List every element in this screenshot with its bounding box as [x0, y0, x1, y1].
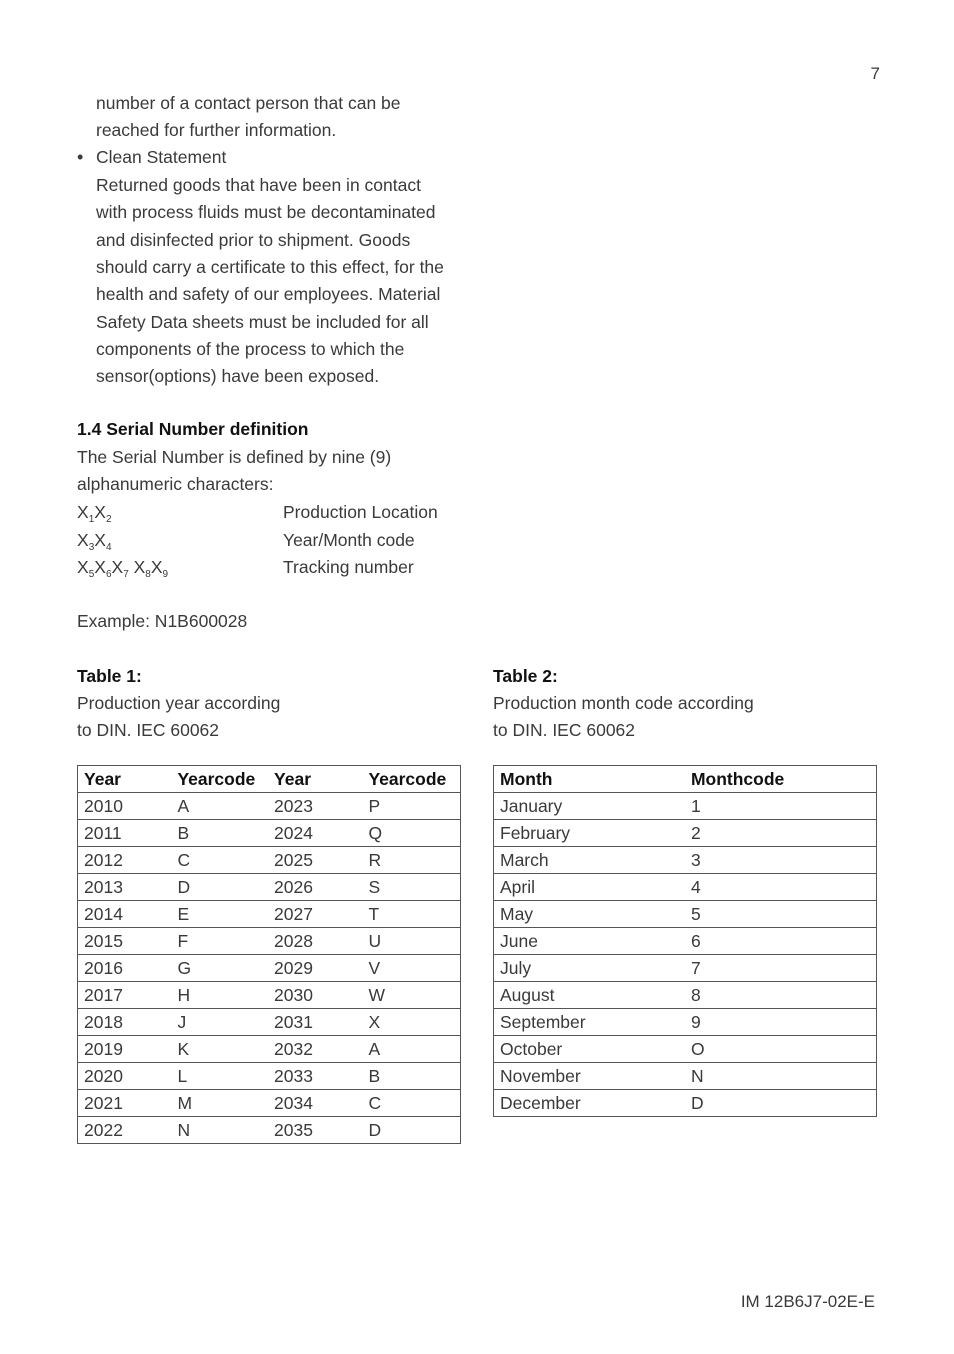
table-row — [494, 901, 877, 928]
table-row — [78, 847, 461, 874]
table-cell: 2011 — [78, 820, 172, 847]
bullet-text-line: Returned goods that have been in contact — [96, 175, 421, 195]
table-cell: November — [494, 1063, 685, 1090]
table-cell: 2019 — [78, 1036, 172, 1063]
serial-char-index: 2 — [105, 514, 112, 525]
serial-part-row — [77, 557, 477, 579]
table2-title: Table 2: — [493, 666, 558, 686]
table-cell: October — [494, 1036, 685, 1063]
table-row — [78, 1036, 461, 1063]
table2-description: to DIN. IEC 60062 — [493, 720, 636, 740]
table-cell: 2033 — [268, 1063, 362, 1090]
table-row — [78, 793, 461, 820]
table-cell: 2017 — [78, 982, 172, 1009]
table-cell: 2015 — [78, 928, 172, 955]
table-cell: 2034 — [268, 1090, 362, 1117]
table-row — [494, 793, 877, 820]
table-row — [494, 955, 877, 982]
page-number: 7 — [870, 64, 880, 83]
table-row — [494, 982, 877, 1009]
table-cell: H — [171, 982, 268, 1009]
table-row — [494, 928, 877, 955]
table-cell: 2021 — [78, 1090, 172, 1117]
table-row — [494, 1009, 877, 1036]
table-row — [78, 901, 461, 928]
table-cell: 2028 — [268, 928, 362, 955]
serial-part-description: Production Location — [283, 502, 438, 522]
table-cell: N — [171, 1117, 268, 1144]
table-cell: 2032 — [268, 1036, 362, 1063]
table-cell: K — [171, 1036, 268, 1063]
table-cell: G — [171, 955, 268, 982]
table-cell: 1 — [685, 793, 877, 820]
table-row — [494, 874, 877, 901]
table-row — [78, 1117, 461, 1144]
table-cell: 2027 — [268, 901, 362, 928]
table-cell: E — [171, 901, 268, 928]
intro-line: number of a contact person that can be — [96, 93, 401, 113]
table2-description: Production month code according — [493, 693, 754, 713]
table1-description: to DIN. IEC 60062 — [77, 720, 220, 740]
serial-char-index: 7 — [123, 569, 129, 580]
table-cell: 2010 — [78, 793, 172, 820]
table-cell: C — [171, 847, 268, 874]
table-cell: Q — [362, 820, 460, 847]
table-cell: 9 — [685, 1009, 877, 1036]
table1-title: Table 1: — [77, 666, 142, 686]
table-cell: 3 — [685, 847, 877, 874]
section-intro-line: The Serial Number is defined by nine (9) — [77, 447, 392, 467]
column-header: Monthcode — [685, 766, 877, 793]
serial-char-index: 6 — [105, 569, 112, 580]
serial-example: Example: N1B600028 — [77, 611, 248, 631]
table-row — [78, 874, 461, 901]
table-cell: 2018 — [78, 1009, 172, 1036]
section-title: Serial Number definition — [106, 419, 309, 439]
table-cell: 8 — [685, 982, 877, 1009]
table-cell: 2025 — [268, 847, 362, 874]
column-header: Year — [78, 766, 172, 793]
table-cell: V — [362, 955, 460, 982]
table-row — [78, 1009, 461, 1036]
table1-description: Production year according — [77, 693, 281, 713]
table-cell: J — [171, 1009, 268, 1036]
table-cell: December — [494, 1090, 685, 1117]
table-row — [78, 955, 461, 982]
table-cell: B — [362, 1063, 460, 1090]
table-header-row — [494, 766, 877, 793]
table-cell: September — [494, 1009, 685, 1036]
bullet-text-line: with process fluids must be decontaminated — [96, 202, 436, 223]
table-cell: 2026 — [268, 874, 362, 901]
table-cell: July — [494, 955, 685, 982]
table-cell: 2022 — [78, 1117, 172, 1144]
table-cell: 2 — [685, 820, 877, 847]
table-cell: U — [362, 928, 460, 955]
table-row — [78, 1063, 461, 1090]
table-cell: X — [362, 1009, 460, 1036]
table-cell: 2029 — [268, 955, 362, 982]
table-row — [494, 1090, 877, 1117]
serial-char-index: 1 — [88, 514, 95, 525]
bullet-text-line: should carry a certificate to this effect, for the — [96, 256, 444, 277]
table-cell: January — [494, 793, 685, 820]
serial-part-description: Tracking number — [283, 557, 414, 577]
table-cell: O — [685, 1036, 877, 1063]
table-cell: D — [171, 874, 268, 901]
table-row — [78, 1090, 461, 1117]
bullet-text-line: and disinfected prior to shipment. Goods — [96, 229, 411, 250]
table-cell: S — [362, 874, 460, 901]
table-row — [78, 928, 461, 955]
bullet-dot: • — [77, 147, 84, 167]
table-cell: 2014 — [78, 901, 172, 928]
table-cell: T — [362, 901, 460, 928]
intro-line: reached for further information. — [96, 120, 337, 140]
table-cell: 2012 — [78, 847, 172, 874]
table-row — [494, 1036, 877, 1063]
table-row — [78, 982, 461, 1009]
table-cell: R — [362, 847, 460, 874]
serial-char-index: 8 — [145, 569, 151, 580]
table-row — [494, 1063, 877, 1090]
bullet-text-line: health and safety of our employees. Material — [96, 284, 441, 305]
table-cell: 5 — [685, 901, 877, 928]
bullet-text-line: sensor(options) have been exposed. — [96, 366, 380, 387]
table-cell: 2016 — [78, 955, 172, 982]
section-intro-line: alphanumeric characters: — [77, 474, 274, 494]
table-cell: February — [494, 820, 685, 847]
table-cell: N — [685, 1063, 877, 1090]
table-cell: March — [494, 847, 685, 874]
table-row — [78, 820, 461, 847]
serial-part-code: $X_3X_4$ — [77, 529, 112, 553]
table-cell: 2023 — [268, 793, 362, 820]
column-header: Year — [268, 766, 362, 793]
table-cell: 2035 — [268, 1117, 362, 1144]
table-cell: D — [362, 1117, 460, 1144]
table-cell: B — [171, 820, 268, 847]
table-row — [494, 847, 877, 874]
table-cell: 4 — [685, 874, 877, 901]
table-cell: 2030 — [268, 982, 362, 1009]
document-id-footer: IM 12B6J7-02E-E — [740, 1292, 875, 1311]
bullet-text-line: components of the process to which the — [96, 338, 405, 359]
table-cell: W — [362, 982, 460, 1009]
table-cell: L — [171, 1063, 268, 1090]
serial-char-index: 4 — [105, 541, 112, 553]
bullet-text-line: Safety Data sheets must be included for all — [96, 311, 429, 332]
bullet-title: Clean Statement — [96, 147, 227, 167]
table-header-row — [78, 766, 461, 793]
table-cell: May — [494, 901, 685, 928]
table-cell: M — [171, 1090, 268, 1117]
table-cell: 2013 — [78, 874, 172, 901]
table-row — [494, 820, 877, 847]
production-month-table — [493, 765, 877, 1117]
serial-part-row — [77, 530, 477, 552]
table-cell: 2024 — [268, 820, 362, 847]
column-header: Yearcode — [362, 766, 460, 793]
serial-part-description: Year/Month code — [283, 529, 415, 550]
column-header: Month — [494, 766, 685, 793]
section-number: 1.4 — [77, 419, 102, 439]
table-cell: August — [494, 982, 685, 1009]
table-cell: F — [171, 928, 268, 955]
table-cell: A — [171, 793, 268, 820]
column-header: Yearcode — [171, 766, 268, 793]
table-cell: D — [685, 1090, 877, 1117]
serial-char-index: 9 — [162, 569, 169, 580]
table-cell: 6 — [685, 928, 877, 955]
table-cell: 2031 — [268, 1009, 362, 1036]
serial-char-index: 5 — [88, 569, 95, 580]
section-heading — [77, 419, 308, 440]
serial-part-row — [77, 502, 477, 524]
table-cell: 2020 — [78, 1063, 172, 1090]
table-cell: April — [494, 874, 685, 901]
serial-char-index: 3 — [88, 541, 95, 553]
serial-part-code: $X_1X_2$ — [77, 502, 112, 525]
serial-part-code: $X_5X_6X_7$ $X_8X_9$ — [77, 557, 169, 580]
production-year-table — [77, 765, 461, 1144]
table-cell: P — [362, 793, 460, 820]
table-cell: A — [362, 1036, 460, 1063]
table-cell: C — [362, 1090, 460, 1117]
table-cell: 7 — [685, 955, 877, 982]
table-cell: June — [494, 928, 685, 955]
